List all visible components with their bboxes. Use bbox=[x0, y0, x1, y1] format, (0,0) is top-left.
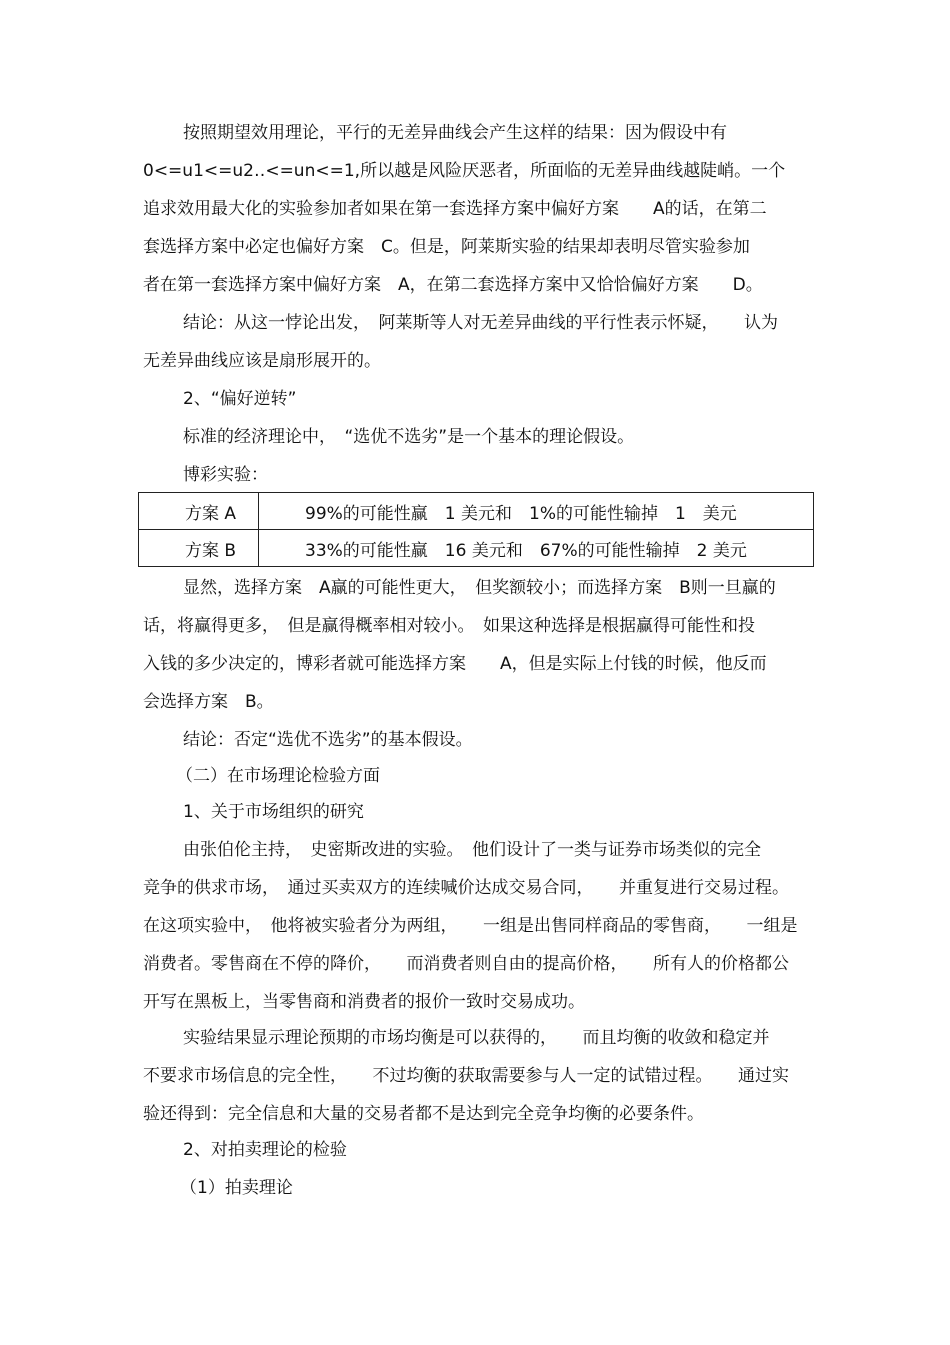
table-row bbox=[139, 530, 814, 567]
paragraph-line: 者在第一套选择方案中偏好方案 A，在第二套选择方案中又恰恰偏好方案 D。 bbox=[143, 275, 763, 295]
section-heading: 2、“偏好逆转” bbox=[183, 389, 297, 409]
paragraph-line: 由张伯伦主持， 史密斯改进的实验。 他们设计了一类与证券市场类似的完全 bbox=[183, 840, 761, 860]
paragraph-line: 不要求市场信息的完全性， 不过均衡的获取需要参与人一定的试错过程。 通过实 bbox=[143, 1066, 789, 1086]
paragraph-line: 消费者。零售商在不停的降价， 而消费者则自由的提高价格， 所有人的价格都公 bbox=[143, 954, 789, 974]
section-heading: （二）在市场理论检验方面 bbox=[176, 766, 380, 786]
paragraph-line: 入钱的多少决定的，博彩者就可能选择方案 A，但是实际上付钱的时候，他反而 bbox=[143, 654, 767, 674]
plan-cell: 方案 A bbox=[139, 493, 259, 530]
paragraph-line: 竞争的供求市场， 通过买卖双方的连续喊价达成交易合同， 并重复进行交易过程。 bbox=[143, 878, 789, 898]
paragraph-line: 标准的经济理论中， “选优不选劣”是一个基本的理论假设。 bbox=[183, 427, 635, 447]
paragraph-line: 追求效用最大化的实验参加者如果在第一套选择方案中偏好方案 A的话，在第二 bbox=[143, 199, 767, 219]
paragraph-line: 套选择方案中必定也偏好方案 C。但是，阿莱斯实验的结果却表明尽管实验参加 bbox=[143, 237, 750, 257]
description-cell: 99%的可能性赢 1 美元和 1%的可能性输掉 1 美元 bbox=[259, 493, 814, 530]
section-heading: 1、关于市场组织的研究 bbox=[183, 802, 364, 822]
paragraph-line: 在这项实验中， 他将被实验者分为两组， 一组是出售同样商品的零售商， 一组是 bbox=[143, 916, 798, 936]
paragraph-line: 实验结果显示理论预期的市场均衡是可以获得的， 而且均衡的收敛和稳定并 bbox=[183, 1028, 770, 1048]
paragraph-line: 无差异曲线应该是扇形展开的。 bbox=[143, 351, 381, 371]
table-row bbox=[139, 493, 814, 530]
paragraph-line: 博彩实验： bbox=[183, 465, 268, 485]
paragraph-line: 验还得到：完全信息和大量的交易者都不是达到完全竞争均衡的必要条件。 bbox=[143, 1104, 704, 1124]
paragraph-line: 结论：否定“选优不选劣”的基本假设。 bbox=[183, 730, 473, 750]
section-heading: 2、对拍卖理论的检验 bbox=[183, 1140, 347, 1160]
paragraph-line: 会选择方案 B。 bbox=[143, 692, 274, 712]
lottery-table bbox=[138, 492, 814, 567]
paragraph-line: 开写在黑板上，当零售商和消费者的报价一致时交易成功。 bbox=[143, 992, 585, 1012]
description-cell: 33%的可能性赢 16 美元和 67%的可能性输掉 2 美元 bbox=[259, 530, 814, 567]
paragraph-line: 话，将赢得更多， 但是赢得概率相对较小。 如果这种选择是根据赢得可能性和投 bbox=[143, 616, 755, 636]
paragraph-line: 0<=u1<=u2‥<=un<=1,所以越是风险厌恶者，所面临的无差异曲线越陡峭。一个 bbox=[143, 161, 786, 181]
paragraph-line: 按照期望效用理论，平行的无差异曲线会产生这样的结果：因为假设中有 bbox=[183, 123, 727, 143]
section-heading: （1）拍卖理论 bbox=[180, 1178, 293, 1198]
paragraph-line: 结论：从这一悖论出发， 阿莱斯等人对无差异曲线的平行性表示怀疑， 认为 bbox=[183, 313, 778, 333]
plan-cell: 方案 B bbox=[139, 530, 259, 567]
paragraph-line: 显然，选择方案 A赢的可能性更大， 但奖额较小；而选择方案 B则一旦赢的 bbox=[183, 578, 776, 598]
